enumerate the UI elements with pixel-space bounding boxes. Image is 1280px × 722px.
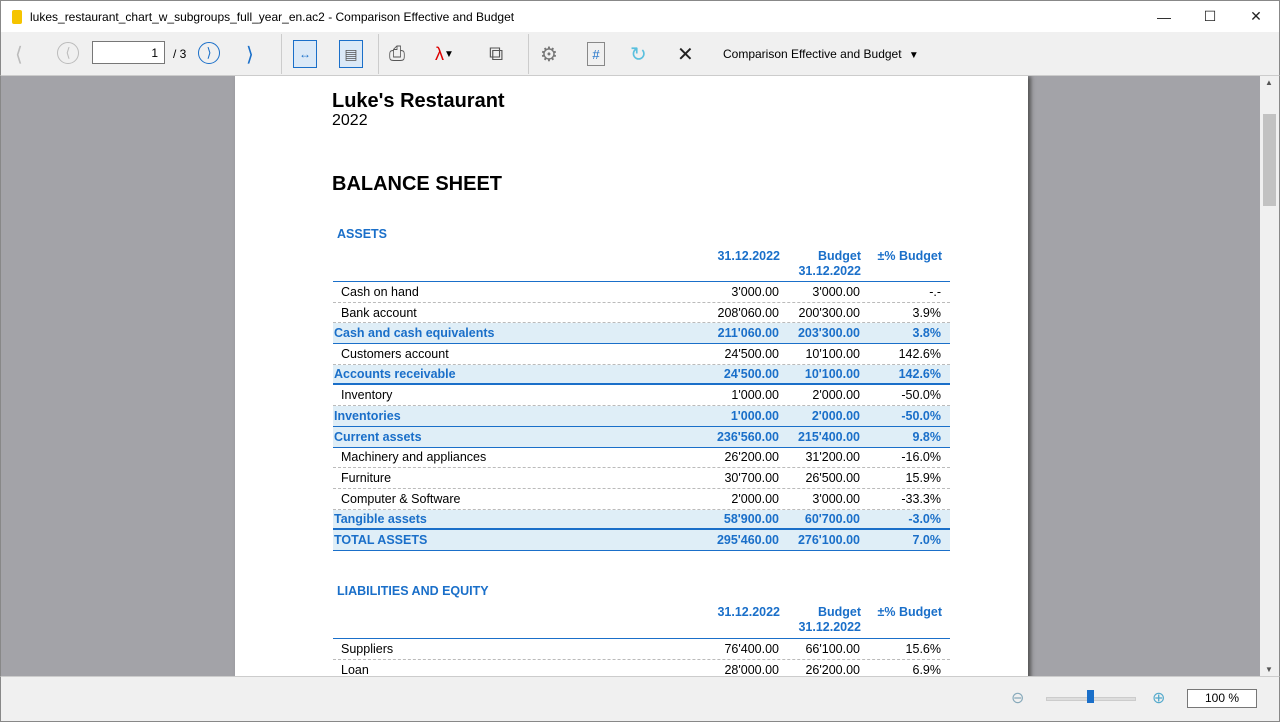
value-actual: 1'000.00 [731,388,779,403]
row-label: Furniture [341,471,392,486]
col-header-diff: ±% Budget [877,249,942,263]
report-select-label: Comparison Effective and Budget [723,47,902,61]
report-page [235,76,1028,676]
value-diff: -50.0% [901,408,941,423]
table-row [333,489,950,510]
table-row [333,448,950,469]
zoom-slider[interactable] [1046,697,1136,701]
print-icon[interactable]: ⎙ [389,42,405,65]
vertical-scrollbar[interactable]: ▲ ▼ [1260,76,1280,676]
preview-area [0,76,1260,676]
row-label: Current assets [334,429,422,444]
settings-gear-icon[interactable]: ⚙ [540,43,558,66]
table-row [333,660,950,676]
value-actual: 236'560.00 [716,429,779,444]
value-budget: 10'100.00 [804,367,860,382]
value-actual: 2'000.00 [731,491,779,506]
zoom-in-icon[interactable]: ⊕ [1152,690,1166,707]
value-actual: 24'500.00 [724,346,779,361]
table-row [333,406,950,427]
value-budget: 276'100.00 [797,533,860,548]
value-diff: -50.0% [901,388,941,403]
row-label: Accounts receivable [334,367,456,382]
value-budget: 2'000.00 [812,388,860,403]
page-number-input[interactable]: 1 [92,41,165,64]
minimize-button[interactable]: — [1157,8,1171,25]
row-label: Cash and cash equivalents [334,326,495,341]
maximize-button[interactable]: ☐ [1203,8,1217,24]
title-bar [0,0,1280,32]
table-row [333,530,950,551]
value-diff: 3.8% [912,326,941,341]
close-window-button[interactable]: ✕ [1250,8,1262,24]
row-label: Cash on hand [341,284,419,299]
col-header-diff: ±% Budget [877,605,942,619]
dropdown-arrow-icon: ▼ [908,50,919,61]
table-row [333,323,950,344]
value-budget: 2'000.00 [811,408,860,423]
value-budget: 26'500.00 [805,471,860,486]
next-page-icon[interactable]: ⟩ [198,42,220,64]
liabilities-table [333,638,950,676]
value-budget: 66'100.00 [805,641,860,656]
close-report-icon[interactable]: ✕ [677,43,694,66]
copy-icon[interactable]: ⧉ [489,42,504,65]
table-row [333,282,950,303]
table-row [333,303,950,324]
value-actual: 28'000.00 [724,662,779,676]
value-diff: 6.9% [912,662,941,676]
row-label: Suppliers [341,641,394,656]
value-budget: 203'300.00 [797,326,860,341]
value-budget: 31'200.00 [805,450,860,465]
value-actual: 24'500.00 [723,367,779,382]
row-label: Tangible assets [334,511,427,526]
previous-page-icon[interactable]: ⟨ [57,42,79,64]
row-label: Computer & Software [341,491,461,506]
value-budget: 215'400.00 [797,429,860,444]
table-row [333,427,950,448]
assets-table [333,281,950,551]
toolbar [0,32,1280,76]
report-year: 2022 [332,112,368,129]
first-page-icon[interactable]: ⟨ [15,43,23,66]
row-label: Inventories [334,408,401,423]
value-actual: 3'000.00 [731,284,779,299]
row-label: Loan [341,662,369,676]
value-diff: 142.6% [898,367,941,382]
table-row [333,344,950,365]
col-header-actual: 31.12.2022 [717,249,780,263]
value-budget: 10'100.00 [805,346,860,361]
report-select[interactable] [723,47,919,61]
status-bar [0,676,1280,722]
row-label: Customers account [341,346,449,361]
value-actual: 76'400.00 [724,641,779,656]
value-budget: 60'700.00 [804,511,860,526]
page-count: / 3 [173,47,187,61]
value-diff: 9.8% [912,429,941,444]
table-row [333,639,950,660]
value-actual: 30'700.00 [724,471,779,486]
refresh-icon[interactable]: ↻ [630,43,647,66]
pdf-export-icon[interactable]: λ ▼ [435,43,454,64]
col-header-budget: Budget 31.12.2022 [798,249,861,278]
table-row [333,468,950,489]
value-actual: 26'200.00 [724,450,779,465]
value-diff: -16.0% [901,450,941,465]
col-header-budget: Budget 31.12.2022 [798,605,861,634]
row-label: TOTAL ASSETS [334,533,428,548]
liabilities-section-title: LIABILITIES AND EQUITY [337,584,489,598]
row-label: Inventory [341,388,393,403]
value-diff: -3.0% [908,511,941,526]
value-diff: 3.9% [912,305,941,320]
value-actual: 208'060.00 [717,305,779,320]
assets-section-title: ASSETS [337,227,388,241]
value-budget: 200'300.00 [798,305,860,320]
value-diff: -.- [929,284,941,299]
col-header-actual: 31.12.2022 [717,605,780,619]
zoom-level-input[interactable]: 100 % [1187,689,1257,708]
fit-width-icon[interactable]: ↔ [293,40,317,68]
window-title: lukes_restaurant_chart_w_subgroups_full_year_en.ac2 - Comparison Effective and Budget [30,9,515,24]
value-diff: 7.0% [912,533,941,548]
company-name: Luke's Restaurant [332,90,505,112]
value-diff: 142.6% [898,346,941,361]
value-budget: 3'000.00 [812,284,860,299]
value-actual: 295'460.00 [716,533,779,548]
zoom-out-icon[interactable]: ⊖ [1011,690,1025,707]
table-row [333,385,950,406]
row-label: Bank account [341,305,417,320]
value-actual: 211'060.00 [717,326,779,341]
value-actual: 1'000.00 [730,408,779,423]
zoom-slider-handle[interactable] [1087,690,1094,703]
last-page-icon[interactable]: ⟩ [246,43,254,66]
value-diff: 15.6% [905,641,941,656]
scrollbar-thumb[interactable] [1263,114,1276,206]
value-actual: 58'900.00 [723,511,779,526]
value-budget: 26'200.00 [805,662,860,676]
row-label: Machinery and appliances [341,450,487,465]
report-heading: BALANCE SHEET [332,173,503,195]
table-row [333,510,950,531]
value-diff: -33.3% [901,491,941,506]
table-row [333,365,950,386]
fit-page-icon[interactable]: ▤ [339,40,363,68]
page-number-settings-icon[interactable]: # [587,42,605,66]
value-diff: 15.9% [905,471,941,486]
value-budget: 3'000.00 [812,491,860,506]
app-icon [12,10,22,24]
